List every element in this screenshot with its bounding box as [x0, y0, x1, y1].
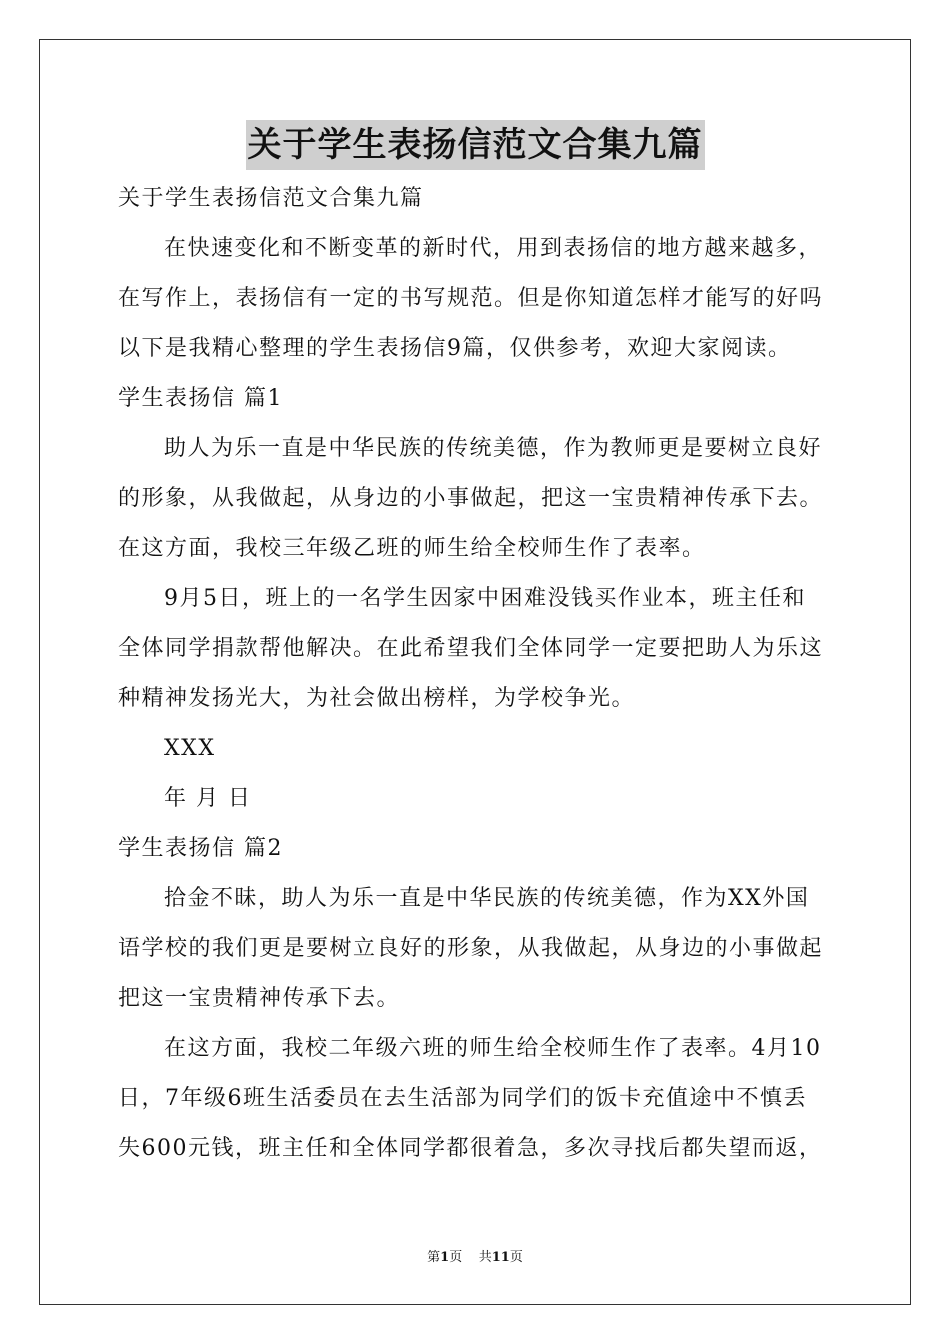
section-heading: 学生表扬信 篇1 — [118, 386, 283, 411]
paragraph-line: 拾金不昧，助人为乐一直是中华民族的传统美德，作为XX外国 — [164, 886, 810, 911]
footer-total-pages: 11 — [491, 1250, 510, 1265]
footer-page-number: 1 — [440, 1250, 450, 1265]
paragraph-line: 语学校的我们更是要树立良好的形象，从我做起，从身边的小事做起 — [118, 936, 824, 961]
paragraph-line: 在快速变化和不断变革的新时代，用到表扬信的地方越来越多， — [164, 236, 823, 261]
paragraph-line: 把这一宝贵精神传承下去。 — [118, 986, 401, 1011]
paragraph-line: 失600元钱，班主任和全体同学都很着急，多次寻找后都失望而返， — [118, 1136, 823, 1161]
footer-suffix: 页 — [509, 1250, 523, 1265]
paragraph-line: 日，7年级6班生活委员在去生活部为同学们的饭卡充值途中不慎丢 — [118, 1086, 807, 1111]
subtitle-line: 关于学生表扬信范文合集九篇 — [118, 186, 424, 211]
page-footer — [0, 1246, 950, 1265]
paragraph-line: 在写作上，表扬信有一定的书写规范。但是你知道怎样才能写的好吗 — [118, 286, 824, 311]
signature-name: XXX — [164, 736, 216, 761]
paragraph-line: 在这方面，我校二年级六班的师生给全校师生作了表率。4月10 — [164, 1036, 822, 1061]
signature-date: 年 月 日 — [164, 786, 252, 811]
footer-mid: 页 共 — [449, 1250, 492, 1265]
paragraph-line: 以下是我精心整理的学生表扬信9篇，仅供参考，欢迎大家阅读。 — [118, 336, 792, 361]
title-container — [0, 120, 950, 170]
document-title: 关于学生表扬信范文合集九篇 — [246, 120, 705, 170]
paragraph-line: 在这方面，我校三年级乙班的师生给全校师生作了表率。 — [118, 536, 706, 561]
paragraph-line: 的形象，从我做起，从身边的小事做起，把这一宝贵精神传承下去。 — [118, 486, 824, 511]
footer-prefix: 第 — [427, 1250, 441, 1265]
paragraph-line: 助人为乐一直是中华民族的传统美德，作为教师更是要树立良好 — [164, 436, 823, 461]
paragraph-line: 全体同学捐款帮他解决。在此希望我们全体同学一定要把助人为乐这 — [118, 636, 824, 661]
paragraph-line: 9月5日，班上的一名学生因家中困难没钱买作业本，班主任和 — [164, 586, 806, 611]
paragraph-line: 种精神发扬光大，为社会做出榜样，为学校争光。 — [118, 686, 636, 711]
section-heading: 学生表扬信 篇2 — [118, 836, 283, 861]
page-border — [39, 39, 911, 1305]
